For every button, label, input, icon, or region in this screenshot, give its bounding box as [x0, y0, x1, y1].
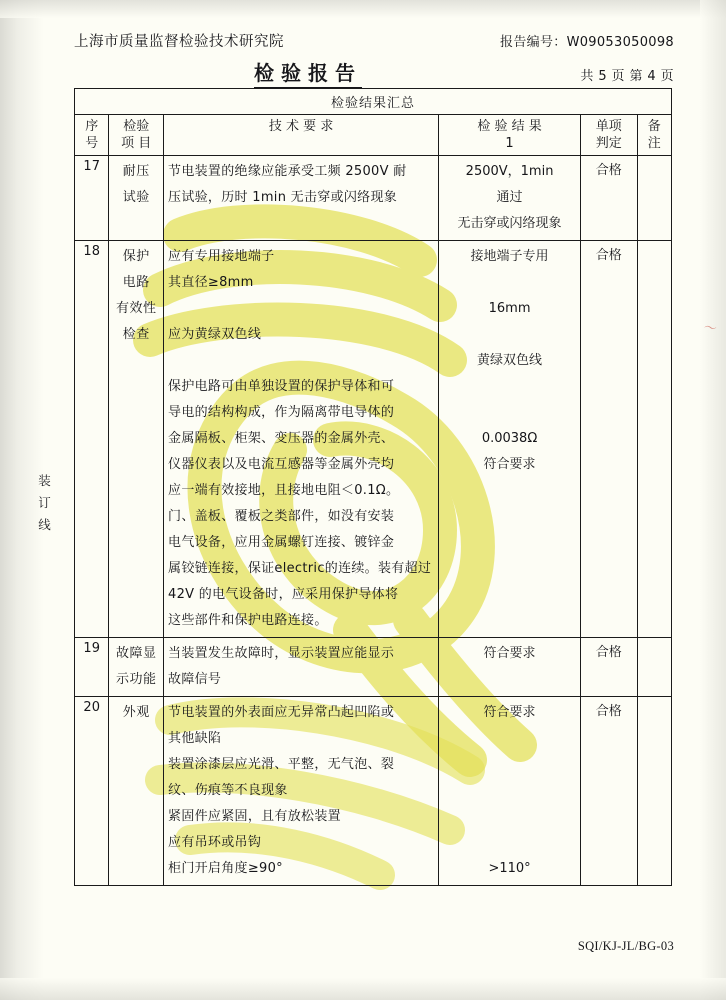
row-requirement-line: 应有吊环或吊钩	[168, 835, 262, 850]
col-header-req	[164, 115, 439, 156]
row-result	[439, 638, 581, 697]
col-header-remark-bottom: 注	[647, 136, 661, 151]
table-row	[75, 156, 672, 241]
col-header-item-top: 检验	[123, 119, 150, 134]
row-remark	[637, 241, 671, 638]
row-requirement-line: 其他缺陷	[168, 731, 222, 746]
row-result-line: >110°	[488, 861, 531, 876]
row-requirement-line: 紧固件应紧固，且有放松装置	[168, 809, 341, 824]
row-requirement-line: 装置涂漆层应光滑、平整，无气泡、裂	[168, 757, 395, 772]
organization-name: 上海市质量监督检验技术研究院	[74, 34, 284, 50]
row-result-line: 符合要求	[483, 457, 536, 472]
row-requirement-line: 属铰链连接，保证electric的连续。装有超过	[168, 561, 432, 576]
row-requirement-line: 保护电路可由单独设置的保护导体和可	[168, 379, 395, 394]
row-result-line: 16mm	[488, 301, 531, 316]
row-item-line: 示功能	[115, 672, 157, 687]
col-header-judge-top: 单项	[595, 119, 622, 134]
row-number: 17	[75, 156, 109, 241]
table-header-row	[75, 115, 672, 156]
col-header-no-top: 序	[85, 119, 99, 134]
row-requirement	[164, 697, 439, 886]
row-item-name	[109, 638, 164, 697]
row-number: 20	[75, 697, 109, 886]
row-item-line: 检查	[122, 327, 150, 342]
row-requirement-line: 节电装置的绝缘应能承受工频 2500V 耐	[168, 164, 407, 179]
row-requirement-line: 节电装置的外表面应无异常凸起凹陷或	[168, 705, 395, 720]
row-requirement-line: 当装置发生故障时，显示装置应能显示	[168, 646, 395, 661]
row-requirement	[164, 638, 439, 697]
row-requirement-line: 其直径≥8mm	[168, 275, 254, 290]
col-header-remark-top: 备	[647, 119, 661, 134]
row-requirement-line: 仪器仪表以及电流互感器等金属外壳均	[168, 457, 395, 472]
row-requirement-line: 42V 的电气设备时，应采用保护导体将	[168, 587, 399, 602]
table-row	[75, 241, 672, 638]
row-result-line	[443, 270, 576, 296]
row-item-name	[109, 156, 164, 241]
row-item-line: 电路	[122, 275, 150, 290]
row-requirement-line: 应为黄绿双色线	[168, 327, 262, 342]
table-row	[75, 697, 672, 886]
paper-edge-top	[0, 0, 726, 18]
table-caption-row	[75, 89, 672, 115]
row-requirement-line: 应有专用接地端子	[168, 249, 275, 264]
row-remark	[637, 638, 671, 697]
col-header-item-bottom: 项 目	[121, 136, 152, 151]
row-result-line: 黄绿双色线	[477, 353, 543, 368]
row-result-line	[443, 778, 576, 804]
row-requirement	[164, 241, 439, 638]
row-requirement-line: 应一端有效接地，且接地电阻＜0.1Ω。	[168, 483, 400, 498]
report-number-value: W09053050098	[566, 35, 674, 50]
row-item-line: 耐压	[122, 164, 150, 179]
row-judgement: 合格	[580, 638, 637, 697]
row-requirement-line: 导电的结构构成，作为隔离带电导体的	[168, 405, 395, 420]
row-result	[439, 241, 581, 638]
row-judgement: 合格	[580, 156, 637, 241]
report-number	[500, 31, 674, 50]
page-title: 检验报告	[254, 57, 362, 88]
row-requirement	[164, 156, 439, 241]
row-requirement-line: 故障信号	[168, 672, 222, 687]
row-remark	[637, 697, 671, 886]
row-item-line: 有效性	[115, 301, 157, 316]
row-result-line	[443, 830, 576, 856]
row-result-line: 无击穿或闪络现象	[457, 216, 562, 231]
red-stamp-mark: 〜	[702, 320, 718, 337]
paper-edge-bottom	[0, 978, 726, 1000]
report-number-label: 报告编号：	[500, 35, 567, 50]
row-result-line: 接地端子专用	[470, 249, 549, 264]
col-header-no	[75, 115, 109, 156]
row-remark	[637, 156, 671, 241]
row-result-line: 符合要求	[483, 646, 536, 661]
row-item-line: 外观	[122, 705, 150, 720]
row-requirement-line: 纹、伤痕等不良现象	[168, 783, 288, 798]
row-requirement-line: 电气设备，应用金属螺钉连接、镀锌金	[168, 535, 395, 550]
table-caption: 检验结果汇总	[75, 89, 672, 115]
col-header-judge	[580, 115, 637, 156]
row-item-line: 保护	[122, 249, 150, 264]
row-requirement-line: 这些部件和保护电路连接。	[168, 613, 328, 628]
col-header-result-bottom: 1	[505, 136, 514, 151]
col-header-req-top: 技 术 要 求	[268, 119, 334, 134]
row-result-line: 通过	[496, 190, 523, 205]
col-header-item	[109, 115, 164, 156]
row-judgement: 合格	[580, 697, 637, 886]
row-number: 18	[75, 241, 109, 638]
row-result	[439, 697, 581, 886]
form-code: SQI/KJ-JL/BG-03	[577, 939, 674, 953]
row-requirement-line: 柜门开启角度≥90°	[168, 861, 283, 876]
binding-line-label: 装 订 线	[38, 473, 52, 532]
row-judgement: 合格	[580, 241, 637, 638]
row-result-line	[443, 804, 576, 830]
row-item-name	[109, 241, 164, 638]
table-row	[75, 638, 672, 697]
row-requirement-line	[168, 296, 434, 322]
paper-edge-right	[700, 0, 726, 1000]
row-item-line: 故障显	[115, 646, 157, 661]
row-result-line: 0.0038Ω	[481, 431, 538, 446]
table-body	[75, 156, 672, 886]
row-item-name	[109, 697, 164, 886]
row-result-line	[443, 400, 576, 426]
col-header-result-top: 检 验 结 果	[477, 119, 542, 134]
col-header-result	[439, 115, 581, 156]
row-result-line	[443, 752, 576, 778]
results-table	[74, 88, 672, 886]
row-result-line	[443, 322, 576, 348]
row-result-line: 2500V，1min	[465, 164, 554, 179]
row-requirement-line: 门、盖板、覆板之类部件，如没有安装	[168, 509, 395, 524]
row-result-line	[443, 726, 576, 752]
row-result	[439, 156, 581, 241]
col-header-remark	[637, 115, 671, 156]
row-result-line: 符合要求	[483, 705, 536, 720]
document-header	[74, 30, 674, 88]
row-requirement-line	[168, 348, 434, 374]
row-requirement-line: 压试验，历时 1min 无击穿或闪络现象	[168, 190, 398, 205]
row-number: 19	[75, 638, 109, 697]
col-header-no-bottom: 号	[85, 136, 99, 151]
page-count: 共 5 页 第 4 页	[580, 69, 674, 84]
col-header-judge-bottom: 判定	[595, 136, 622, 151]
row-result-line	[443, 374, 576, 400]
row-item-line: 试验	[122, 190, 150, 205]
row-requirement-line: 金属隔板、柜架、变压器的金属外壳、	[168, 431, 395, 446]
